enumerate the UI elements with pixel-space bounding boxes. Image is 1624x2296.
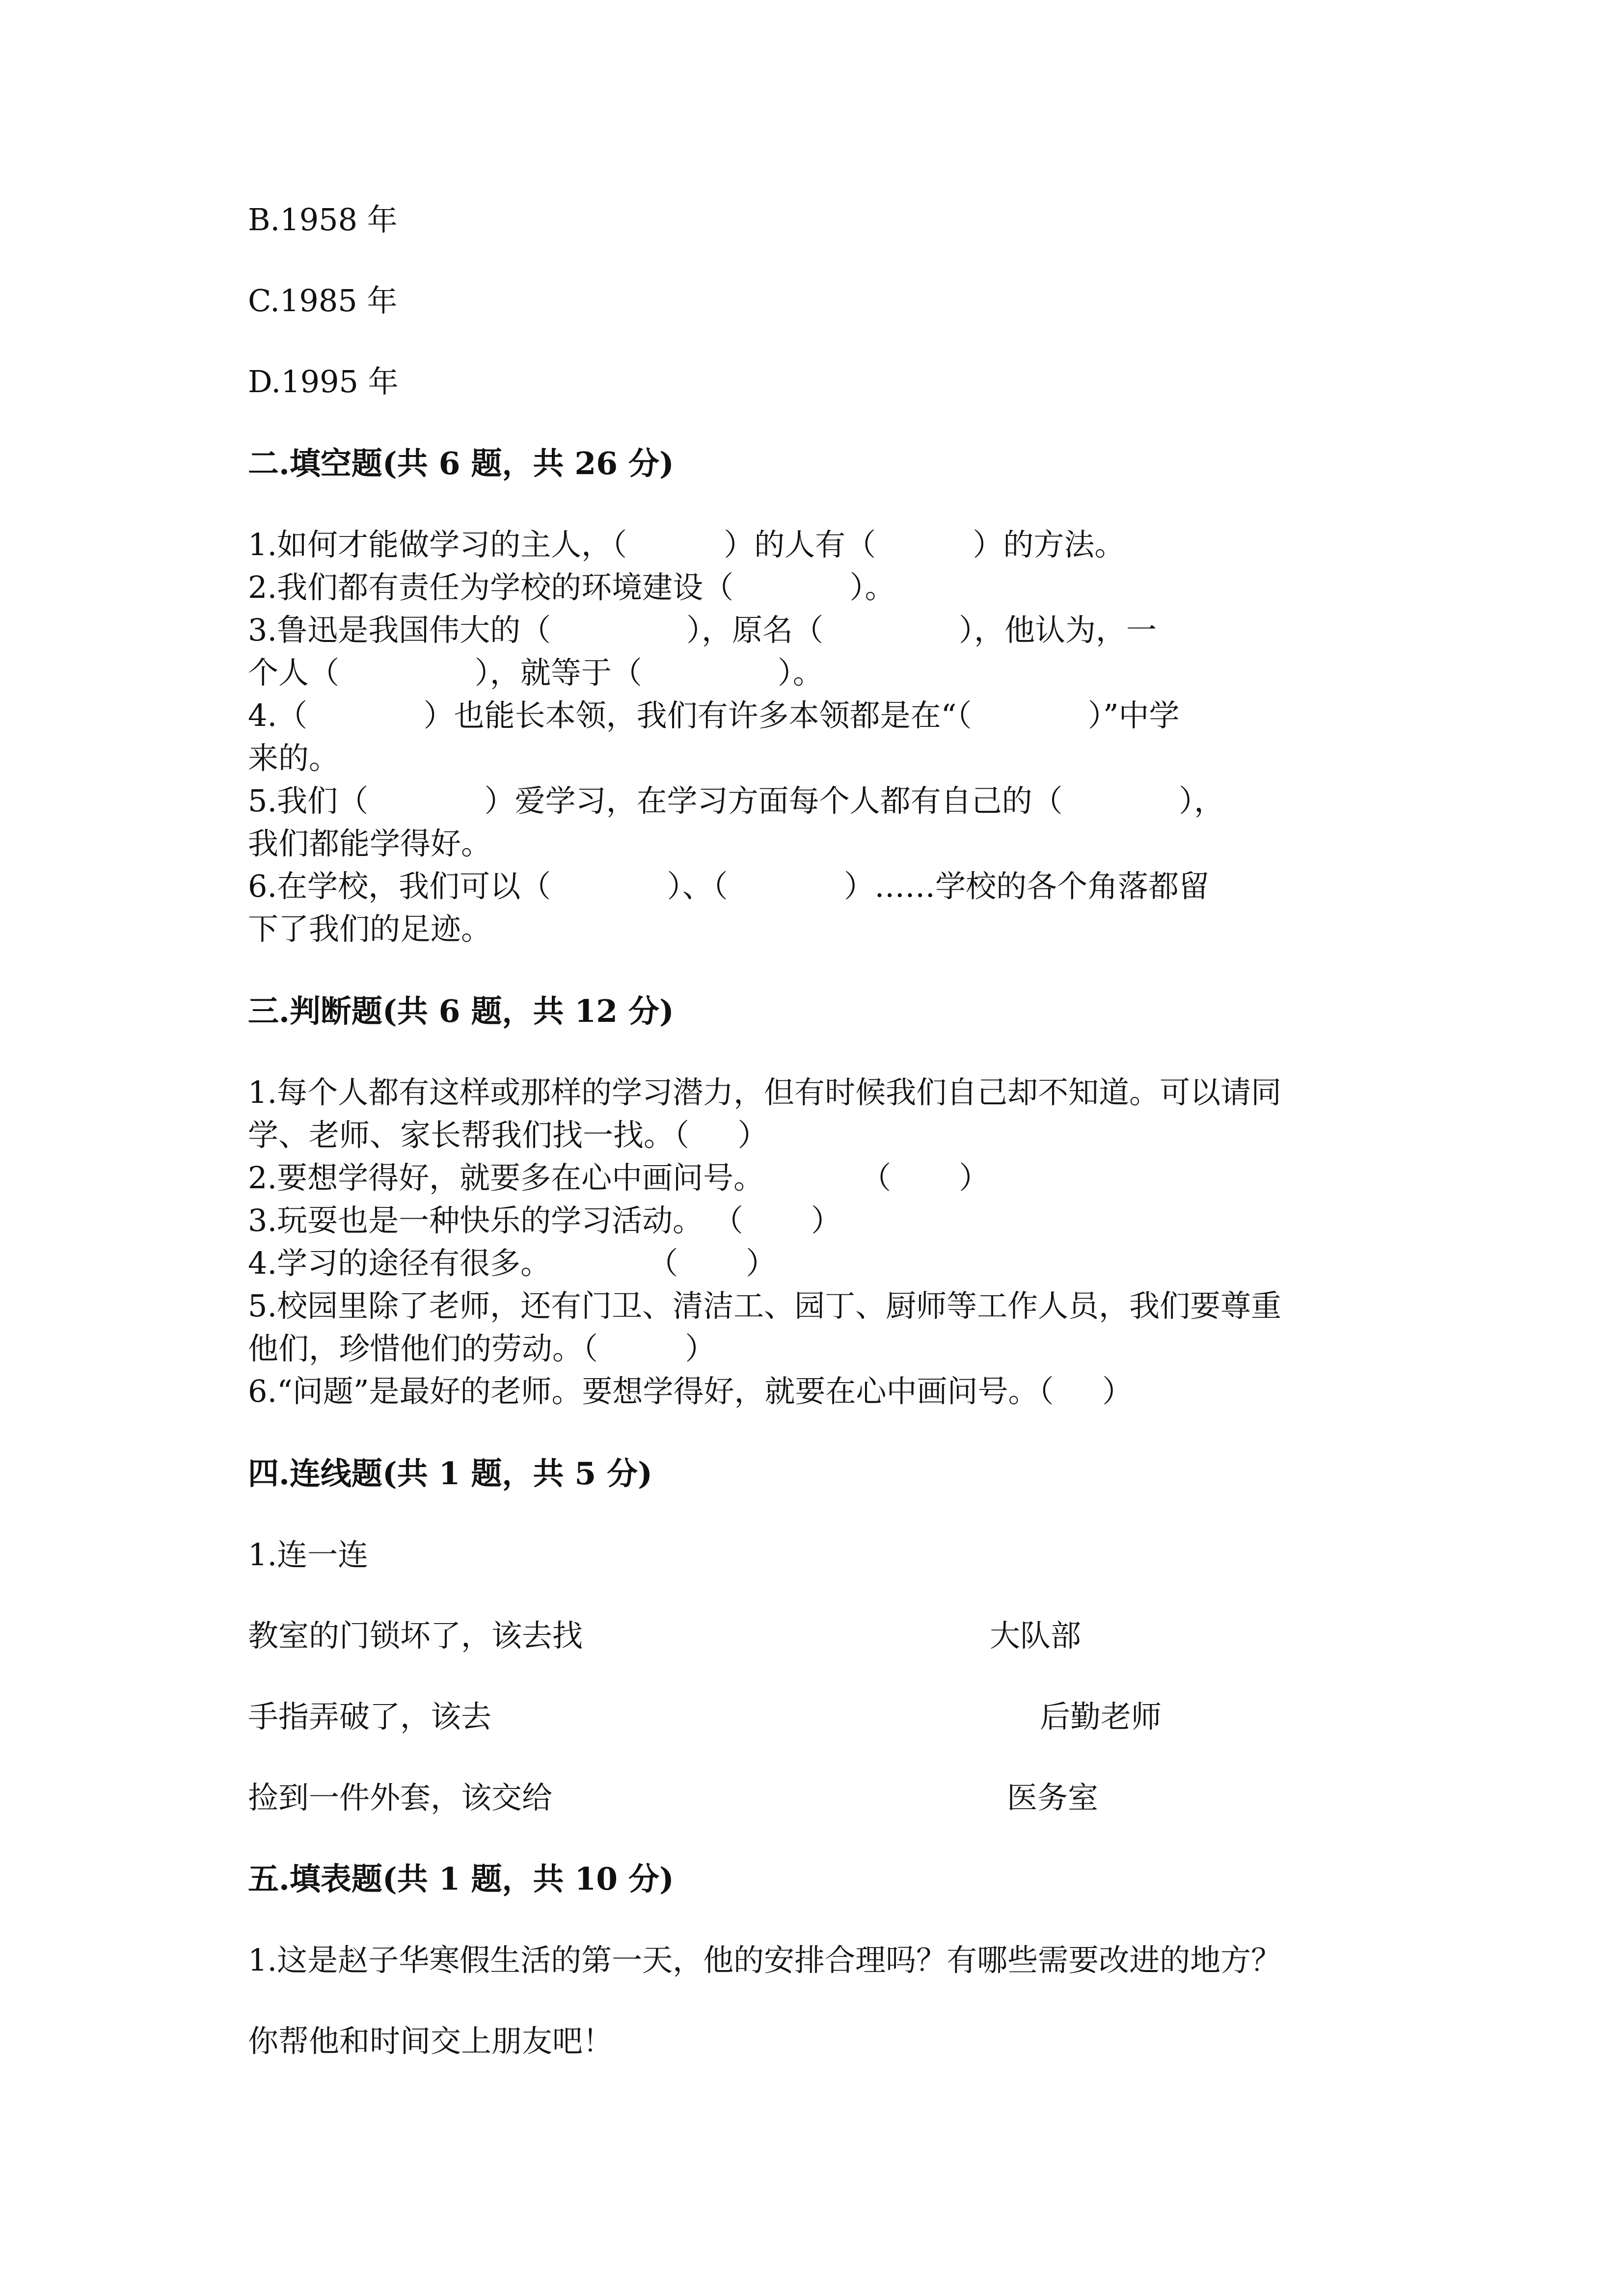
option-b: B.1958 年 bbox=[248, 202, 398, 238]
judge-line-5: 4.学习的途径有很多。 （ ） bbox=[248, 1245, 777, 1281]
judge-line-1: 1.每个人都有这样或那样的学习潜力，但有时候我们自己却不知道。可以请同 bbox=[248, 1074, 1282, 1110]
match-right-2: 后勤老师 bbox=[1040, 1699, 1162, 1735]
section-2-title: 二.填空题(共 6 题，共 26 分) bbox=[248, 445, 674, 481]
fill-line-4: 个人（ ），就等于（ ）。 bbox=[248, 655, 823, 691]
fill-line-9: 6.在学校，我们可以（ ）、（ ）……学校的各个角落都留 bbox=[248, 868, 1210, 904]
fill-line-7: 5.我们（ ）爱学习，在学习方面每个人都有自己的（ ）， bbox=[248, 783, 1225, 819]
table-question-line-2: 你帮他和时间交上朋友吧！ bbox=[248, 2023, 614, 2059]
match-right-1: 大队部 bbox=[990, 1618, 1082, 1654]
judge-line-3: 2.要想学得好，就要多在心中画问号。 （ ） bbox=[248, 1160, 990, 1196]
judge-line-4: 3.玩耍也是一种快乐的学习活动。 （ ） bbox=[248, 1202, 841, 1238]
match-right-3: 医务室 bbox=[1007, 1780, 1099, 1815]
section-4-title: 四.连线题(共 1 题，共 5 分) bbox=[248, 1455, 652, 1492]
fill-line-3: 3.鲁迅是我国伟大的（ ），原名（ ），他认为，一 bbox=[248, 612, 1157, 648]
fill-line-2: 2.我们都有责任为学校的环境建设（ ）。 bbox=[248, 569, 895, 605]
fill-line-1: 1.如何才能做学习的主人，（ ）的人有（ ）的方法。 bbox=[248, 527, 1125, 562]
match-left-3: 捡到一件外套，该交给 bbox=[248, 1780, 553, 1815]
judge-line-6: 5.校园里除了老师，还有门卫、清洁工、园丁、厨师等工作人员，我们要尊重 bbox=[248, 1288, 1282, 1324]
match-left-2: 手指弄破了，该去 bbox=[248, 1699, 492, 1735]
option-c: C.1985 年 bbox=[248, 283, 398, 319]
section-5-title: 五.填表题(共 1 题，共 10 分) bbox=[248, 1861, 674, 1897]
fill-line-6: 来的。 bbox=[248, 740, 340, 776]
judge-line-2: 学、老师、家长帮我们找一找。（ ） bbox=[248, 1117, 768, 1153]
fill-line-10: 下了我们的足迹。 bbox=[248, 911, 492, 947]
match-question: 1.连一连 bbox=[248, 1537, 369, 1573]
fill-line-8: 我们都能学得好。 bbox=[248, 826, 492, 861]
option-d: D.1995 年 bbox=[248, 364, 399, 400]
judge-line-7: 他们，珍惜他们的劳动。（ ） bbox=[248, 1331, 716, 1366]
section-3-title: 三.判断题(共 6 题，共 12 分) bbox=[248, 993, 674, 1029]
judge-line-8: 6.“问题”是最好的老师。要想学得好，就要在心中画问号。（ ） bbox=[248, 1373, 1133, 1409]
table-question-line-1: 1.这是赵子华寒假生活的第一天，他的安排合理吗？有哪些需要改进的地方？ bbox=[248, 1942, 1282, 1978]
fill-line-5: 4.（ ）也能长本领，我们有许多本领都是在“（ ）”中学 bbox=[248, 697, 1180, 733]
match-left-1: 教室的门锁坏了，该去找 bbox=[248, 1618, 583, 1654]
